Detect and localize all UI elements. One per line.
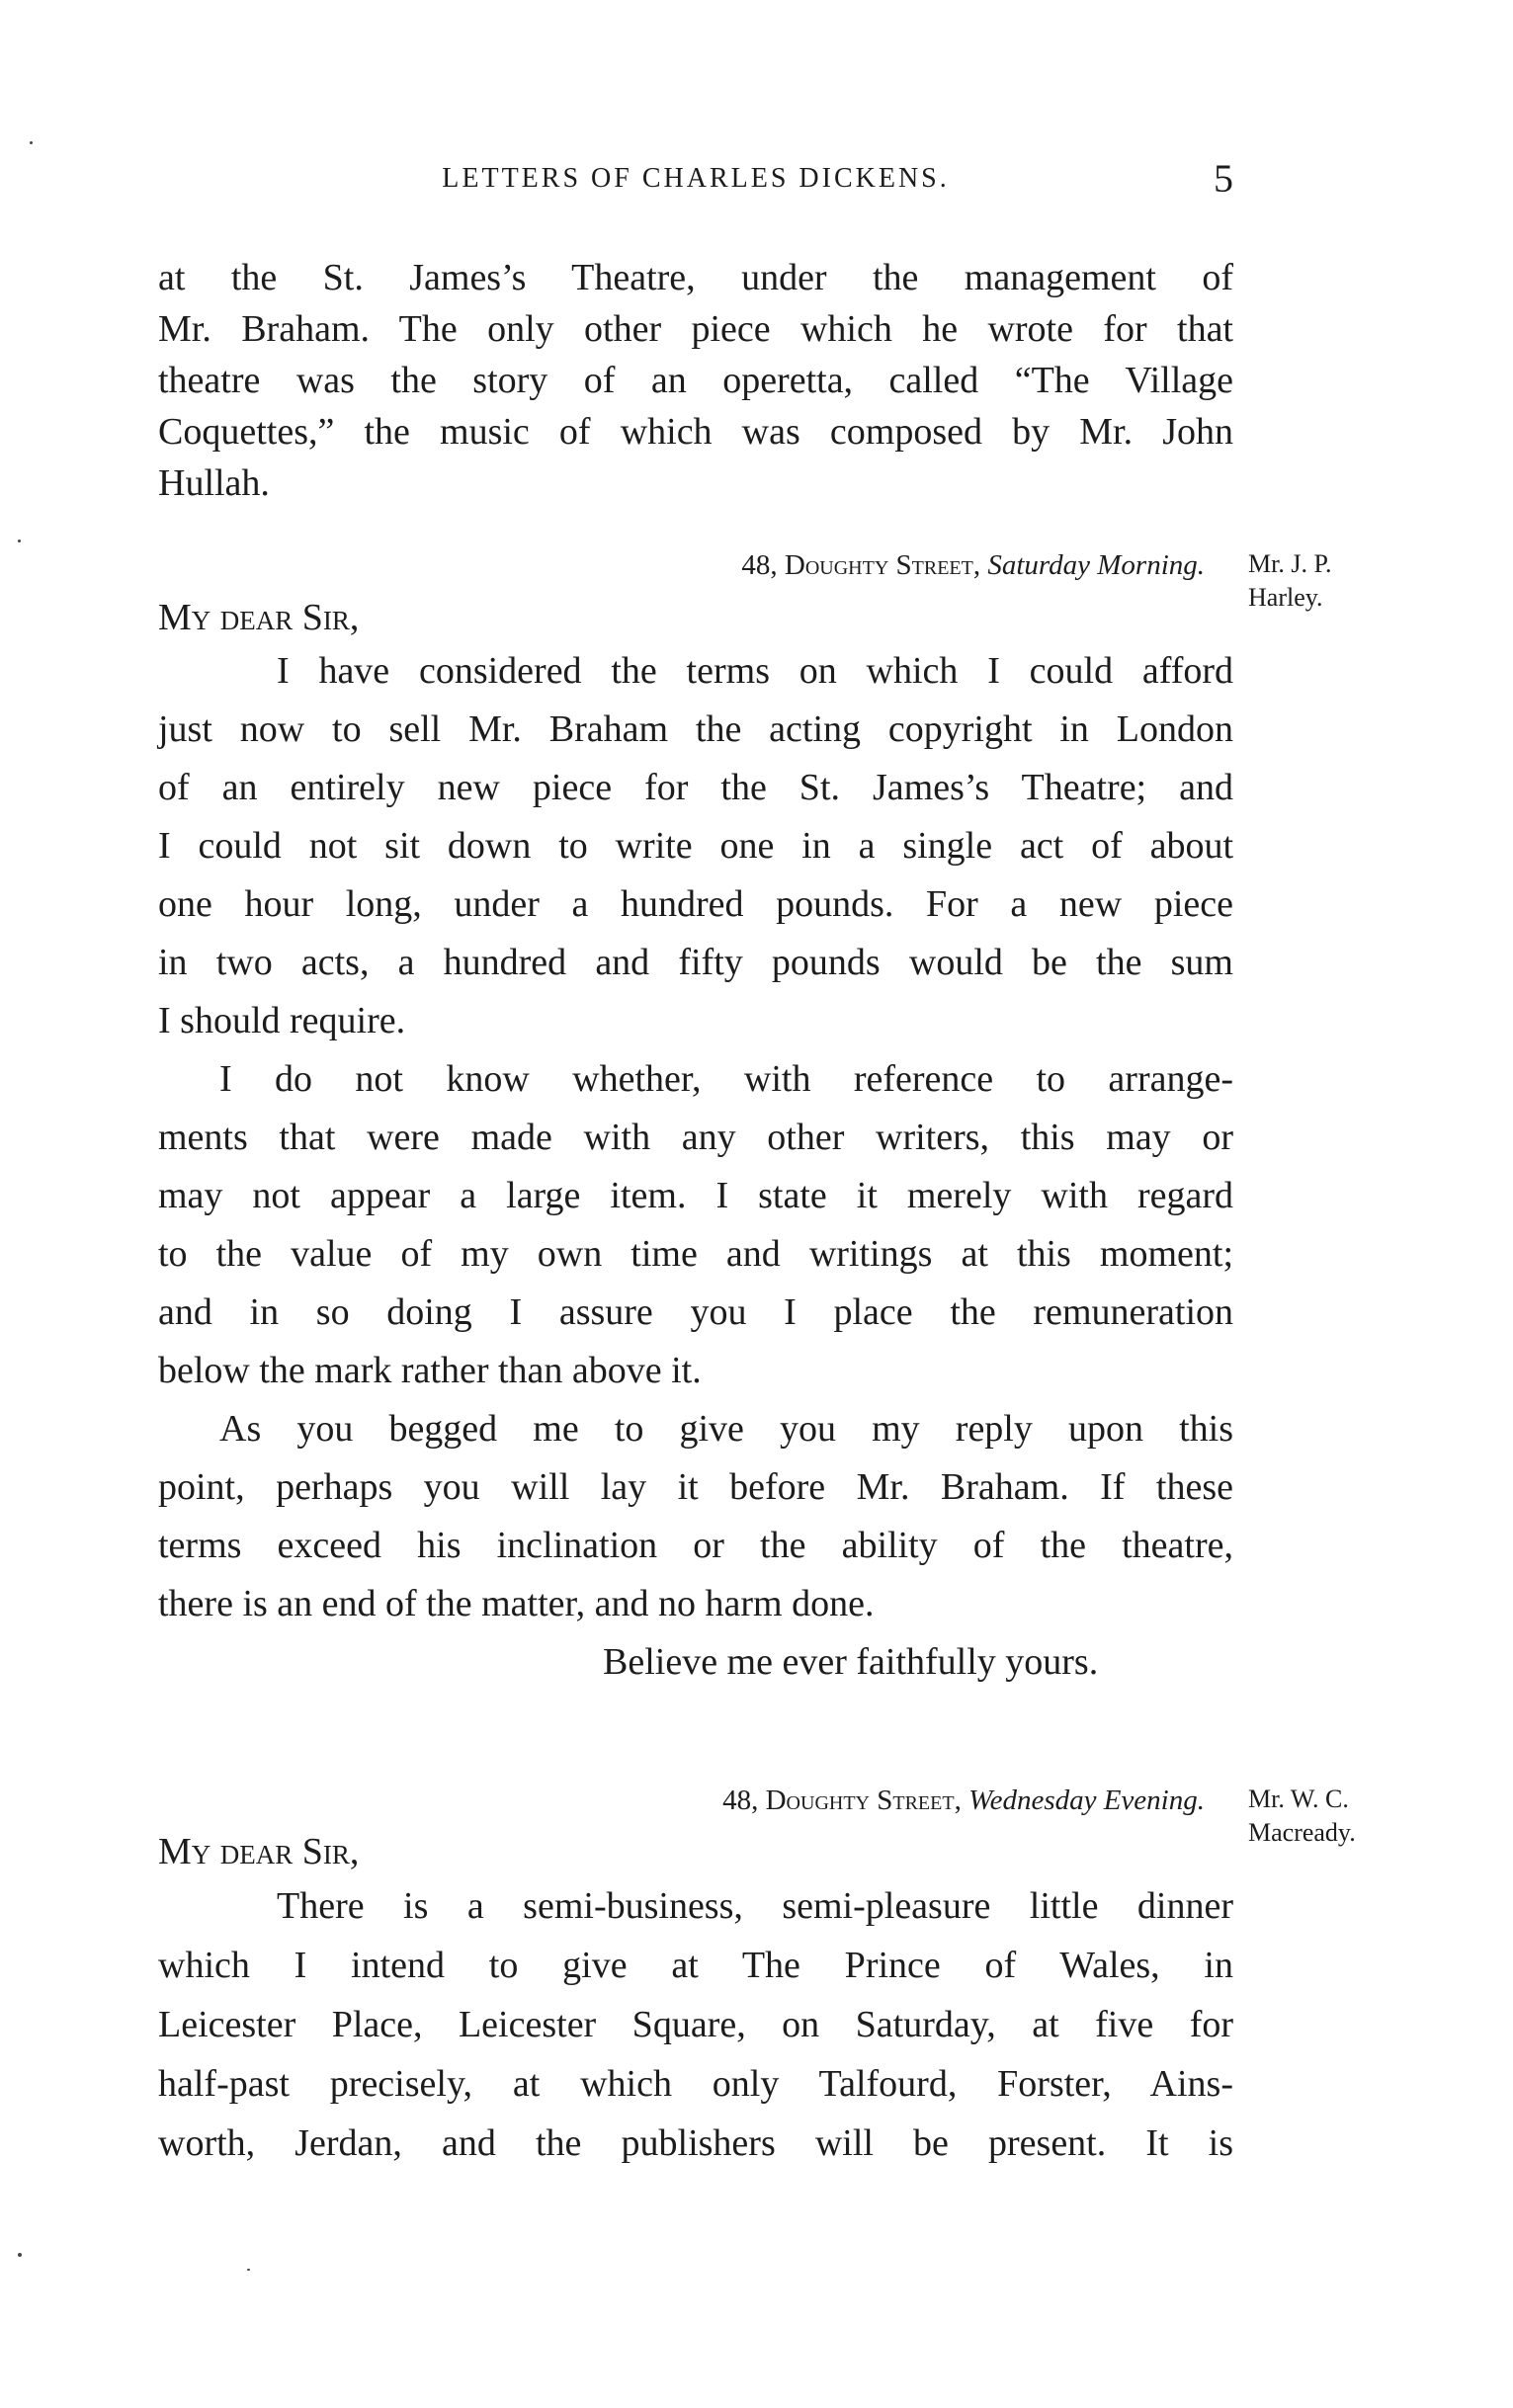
letter2-recipient-note <box>1248 1783 1401 1850</box>
letter1-line: ments that were made with any other writers, this may or <box>158 1117 1233 1158</box>
dateline-time: Wednesday Evening. <box>968 1785 1205 1816</box>
intro-line: Mr. Braham. The only other piece which he wrote for that <box>158 308 1233 350</box>
letter1-line: As you begged me to give you my reply upon this <box>219 1408 1233 1450</box>
letter1-recipient-note <box>1248 547 1401 615</box>
letter1-line: I could not sit down to write one in a single act of about <box>158 825 1233 867</box>
letter1-line: and in so doing I assure you I place the remuneration <box>158 1291 1233 1333</box>
intro-line: at the St. James’s Theatre, under the management of <box>158 257 1233 298</box>
letter1-line: one hour long, under a hundred pounds. For a new piece <box>158 883 1233 925</box>
letter1-line: I do not know whether, with reference to arrange- <box>219 1058 1233 1100</box>
running-title: LETTERS OF CHARLES DICKENS. <box>442 163 950 194</box>
letter2-line: worth, Jerdan, and the publishers will be present. It is <box>158 2122 1233 2164</box>
letter2-line: Leicester Place, Leicester Square, on Saturday, at five for <box>158 2004 1233 2045</box>
letter1-line: there is an end of the matter, and no harm done. <box>158 1583 875 1624</box>
letter1-line: point, perhaps you will lay it before Mr. Braham. If these <box>158 1466 1233 1508</box>
letter2-dateline <box>722 1779 1205 1822</box>
letter1-line: below the mark rather than above it. <box>158 1350 702 1391</box>
letter1-line: to the value of my own time and writings at this moment; <box>158 1233 1233 1275</box>
dateline-number: 48, <box>741 549 778 581</box>
dateline-street: Doughty Street, <box>784 549 981 581</box>
intro-line: Coquettes,” the music of which was composed by Mr. John <box>158 411 1233 453</box>
letter1-line: of an entirely new piece for the St. James’s Theatre; and <box>158 767 1233 808</box>
scan-speck <box>247 2269 250 2271</box>
recipient-line: Mr. J. P. <box>1248 549 1332 578</box>
dateline-time: Saturday Morning. <box>987 549 1205 581</box>
letter1-closing: Believe me ever faithfully yours. <box>603 1641 1099 1683</box>
letter1-line: may not appear a large item. I state it merely with regard <box>158 1175 1233 1216</box>
scan-speck <box>30 141 33 144</box>
letter1-dateline <box>741 543 1205 587</box>
recipient-line: Macready. <box>1248 1818 1356 1847</box>
page-header <box>158 155 1233 205</box>
letter2-line: which I intend to give at The Prince of Wales, in <box>158 1945 1233 1986</box>
letter1-line: just now to sell Mr. Braham the acting copyright in London <box>158 708 1233 750</box>
recipient-line: Harley. <box>1248 583 1323 612</box>
intro-line: Hullah. <box>158 462 270 504</box>
letter1-line: I have considered the terms on which I could afford <box>277 650 1233 692</box>
letter2-salutation: My dear Sir, <box>158 1831 360 1872</box>
letter1-line: terms exceed his inclination or the ability of the theatre, <box>158 1525 1233 1566</box>
dateline-street: Doughty Street, <box>765 1785 962 1816</box>
letter2-line: There is a semi-business, semi-pleasure little dinner <box>277 1885 1233 1927</box>
intro-line: theatre was the story of an operetta, called “The Village <box>158 360 1233 401</box>
letter1-line: I should require. <box>158 1000 406 1041</box>
letter1-line: in two acts, a hundred and fifty pounds would be the sum <box>158 942 1233 983</box>
letter2-line: half-past precisely, at which only Talfourd, Forster, Ains- <box>158 2063 1233 2105</box>
page-number: 5 <box>1214 156 1233 201</box>
letter1-salutation: My dear Sir, <box>158 597 360 638</box>
scan-speck <box>18 2253 22 2257</box>
scan-speck <box>18 540 21 542</box>
recipient-line: Mr. W. C. <box>1248 1785 1349 1813</box>
dateline-number: 48, <box>722 1785 759 1816</box>
